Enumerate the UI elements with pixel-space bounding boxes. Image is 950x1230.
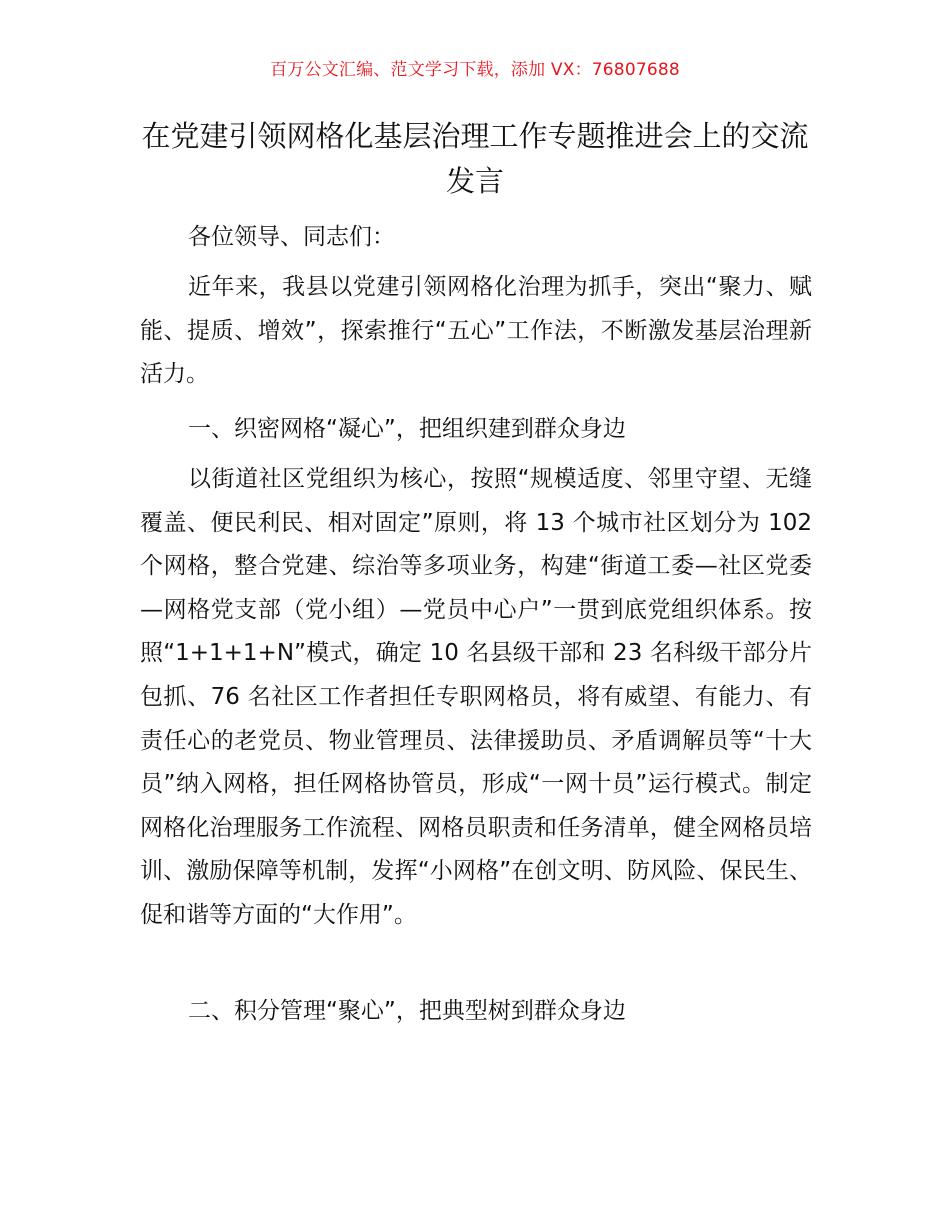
promo-banner: 百万公文汇编、范文学习下载，添加 VX：76807688 [270,60,680,80]
section-two-heading: 二、积分管理“聚心”，把典型树到群众身边 [188,998,626,1024]
salutation: 各位领导、同志们： [188,224,395,250]
document-title: 在党建引领网格化基层治理工作专题推进会上的交流发言 [141,119,809,198]
intro-paragraph: 近年来，我县以党建引领网格化治理为抓手，突出“聚力、赋能、提质、增效”，探索推行“五心”工作法，不断激发基层治理新活力。 [140,274,812,388]
section-one-paragraph: 以街道社区党组织为核心，按照“规模适度、邻里守望、无缝覆盖、便民利民、相对固定”原则，将 13 个城市社区划分为 102 个网格，整合党建、综治等多项业务，构建“街道工委—社区党委—网格党支部（党小组）—党员中心户”一贯到底党组织体系。按照“1+1+1+N”模式，确定 10 名县级干部和 23 名科级干部分片包抓、76 名社区工作者担任专职网格员，将有威望、有能力、有责任心的老党员、物业管理员、法律援助员、矛盾调解员等“十大员”纳入网格，担任网格协管员，形成“一网十员”运行模式。制定网格化治理服务工作流程、网格员职责和任务清单，健全网格员培训、激励保障等机制，发挥“小网格”在创文明、防风险、保民生、促和谐等方面的“大作用”。 [140,466,812,928]
section-one-heading: 一、织密网格“凝心”，把组织建到群众身边 [188,416,626,442]
